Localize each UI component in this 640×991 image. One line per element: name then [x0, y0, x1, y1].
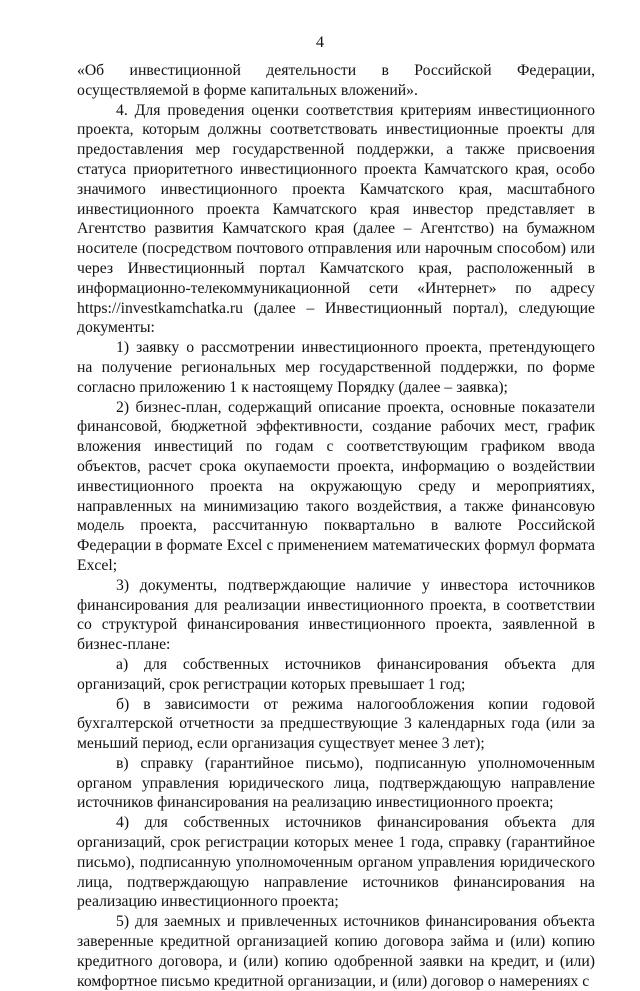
paragraph-subitem-5: 5) для заемных и привлеченных источников финансирования объекта заверенные кредитной организацией копию договора займа и (или) копию кредитного договора, и (или) копию одобренной заявки на кредит, и (или) комфортное письмо кредитной организации, и (или) договор о намерениях с: [77, 913, 595, 990]
paragraph-law-title-continuation: «Об инвестиционной деятельности в Российской Федерации, осуществляемой в форме капитальных вложений».: [77, 62, 595, 99]
paragraph-subitem-a: а) для собственных источников финансирования объекта для организаций, срок регистрации которых превышает 1 год;: [77, 655, 595, 693]
paragraph-subitem-4: 4) для собственных источников финансирования объекта для организаций, срок регистрации которых менее 1 года, справку (гарантийное письмо), подписанную уполномоченным органом управления юридического лица, подтверждающую направление источников финансирования на реализацию инвестиционного проекта;: [77, 814, 595, 911]
paragraph-subitem-1: 1) заявку о рассмотрении инвестиционного проекта, претендующего на получение региональных мер государственной поддержки, по форме согласно приложению 1 к настоящему Порядку (далее – заявка);: [77, 339, 595, 396]
page-number: 4: [316, 34, 324, 51]
paragraph-subitem-2: 2) бизнес-план, содержащий описание проекта, основные показатели финансовой, бюджетной эффективности, создание рабочих мест, график вложения инвестиций по годам с соответствующим графиком ввода объектов, расчет срока окупаемости проекта, информацию о воздействии инвестиционного проекта на окружающую среду и мероприятиях, направленных на минимизацию такого воздействия, а также финансовую модель проекта, рассчитанную поквартально в валюте Российской Федерации в формате Excel с применением математических формул формата Excel;: [77, 398, 595, 574]
paragraph-subitem-v: в) справку (гарантийное письмо), подписанную уполномоченным органом управления юридического лица, подтверждающую направление источников финансирования на реализацию инвестиционного проекта;: [77, 754, 595, 812]
paragraph-item-4: 4. Для проведения оценки соответствия критериям инвестиционного проекта, которым должны соответствовать инвестиционные проекты для предоставления мер государственной поддержки, а также присвоения статуса приоритетного инвестиционного проекта Камчатского края, особо значимого инвестиционного проекта Камчатского края, масштабного инвестиционного проекта Камчатского края инвестор представляет в Агентство развития Камчатского края (далее – Агентство) на бумажном носителе (посредством почтового отправления или нарочным способом) или через Инвестиционный портал Камчатского края, расположенный в информационно-телекоммуникационной сети «Интернет» по адресу https://investkamchatka.ru (далее – Инвестиционный портал), следующие документы:: [77, 101, 595, 337]
paragraph-subitem-3: 3) документы, подтверждающие наличие у инвестора источников финансирования для реализации инвестиционного проекта, в соответствии со структурой финансирования инвестиционного проекта, заявленной в бизнес-плане:: [77, 576, 595, 654]
paragraph-subitem-b: б) в зависимости от режима налогообложения копии годовой бухгалтерской отчетности за предшествующие 3 календарных года (или за меньший период, если организация существует менее 3 лет);: [77, 695, 595, 753]
document-body: [77, 61, 595, 991]
